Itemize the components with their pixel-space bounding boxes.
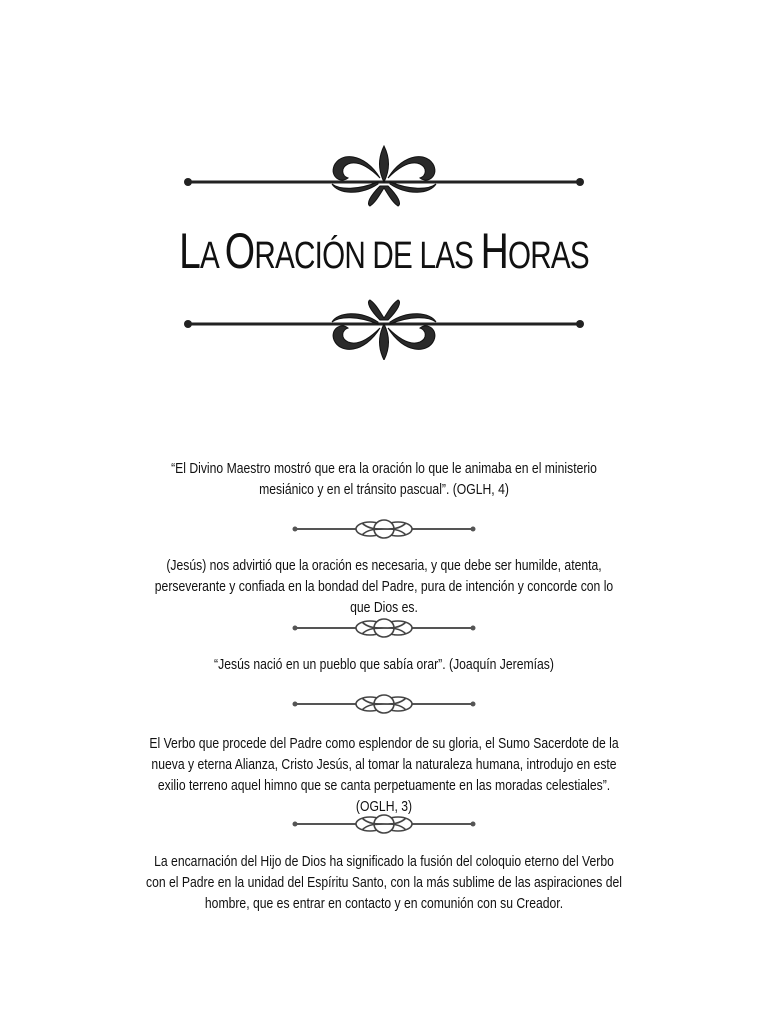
title-sc-2: RACIÓN DE LAS bbox=[254, 235, 481, 277]
title-cap-3: H bbox=[480, 223, 509, 279]
knot-divider bbox=[292, 692, 476, 716]
paragraph-4: El Verbo que procede del Padre como esplendor de su gloria, el Sumo Sacerdote de la nueva y eterna Alianza, Cristo Jesús, al tomar la naturaleza humana, introdujo en este exilio terreno aquel himno que se canta perpetuamente en las moradas celestiales”. (OGLH, 3) bbox=[149, 736, 619, 815]
paragraph-5: La encarnación del Hijo de Dios ha significado la fusión del coloquio eterno del Verbo con el Padre en la unidad del Espíritu Santo, con la más sublime de las aspiraciones del hombre, que es entrar en contacto y en comunión con su Creador. bbox=[146, 854, 622, 912]
paragraph-3: “Jesús nació en un pueblo que sabía orar”. (Joaquín Jeremías) bbox=[214, 657, 554, 673]
page-title bbox=[84, 222, 683, 280]
knot-divider bbox=[292, 812, 476, 836]
title-cap-2: O bbox=[224, 223, 255, 279]
title-sc-1: A bbox=[199, 235, 225, 277]
top-flourish-ornament bbox=[184, 140, 584, 210]
knot-divider bbox=[292, 517, 476, 541]
paragraph-2: (Jesús) nos advirtió que la oración es necesaria, y que debe ser humilde, atenta, perseverante y confiada en la bondad del Padre, pura de intención y concorde con lo que Dios es. bbox=[154, 558, 614, 616]
title-sc-3: ORAS bbox=[508, 235, 589, 277]
paragraph-1: “El Divino Maestro mostró que era la oración lo que le animaba en el ministerio mesiánico y en el tránsito pascual”. (OGLH, 4) bbox=[171, 461, 597, 498]
title-cap-1: L bbox=[179, 223, 200, 279]
knot-divider bbox=[292, 616, 476, 640]
bottom-flourish-ornament bbox=[184, 290, 584, 360]
